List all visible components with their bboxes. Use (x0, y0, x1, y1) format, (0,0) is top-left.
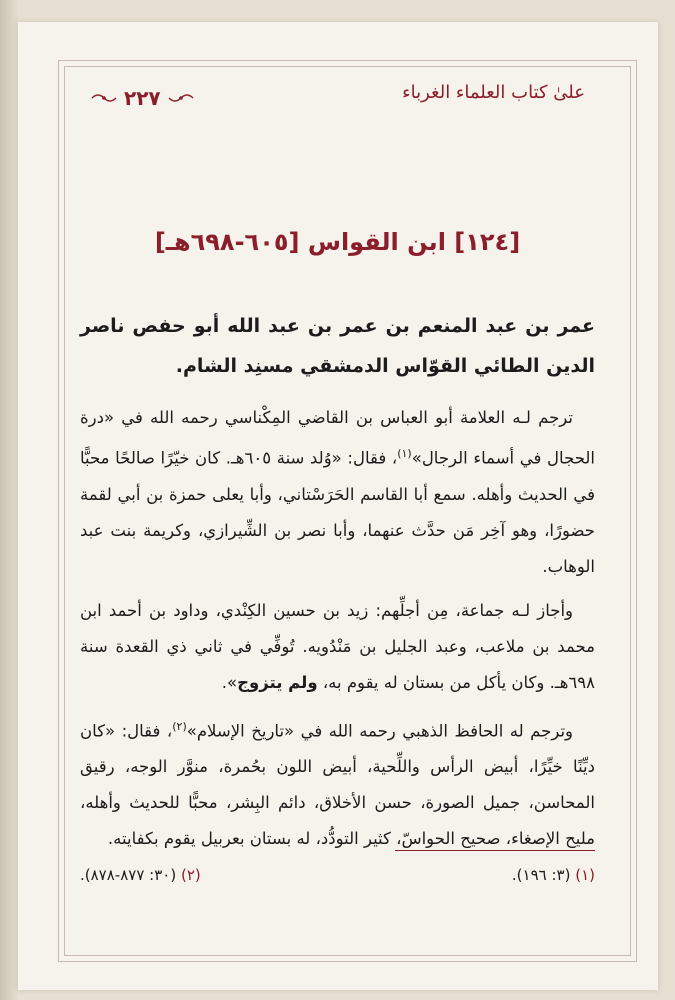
footnote-ref-1: (١) (397, 447, 412, 460)
paragraph-3-text-a: وترجم له الحافظ الذهبي رحمه الله في «تاريخ الإسلام» (186, 721, 573, 740)
footnote-2 (80, 866, 201, 884)
main-text (80, 306, 595, 865)
footnote-1-text: (٣: ١٩٦). (511, 866, 571, 884)
ornament-left-icon (90, 91, 118, 105)
entry-lead: عمر بن عبد المنعم بن عمر بن عبد الله أبو حفص ناصر الدين الطائي القوّاس الدمشقي مسنِد الشام. (80, 315, 595, 377)
paragraph-1-text-a: ترجم لـه العلامة أبو العباس بن القاضي المِكْناسي رحمه الله في «درة الحجال في أسماء الرجال» (80, 408, 595, 468)
paragraph-2-emphasis: ولم يتزوج (237, 672, 318, 692)
footnote-1-number: (١) (575, 866, 595, 884)
paragraph-3-text-b: ، فقال: «كان ديِّنًا خيِّرًا، أبيض الرأس واللِّحية، أبيض اللون بحُمرة، منوَّر الوجه، رقيق المحاسن، جميل الصورة، حسن الأخلاق، دائم البِشر، محبًّا للحديث وأهله، مليح الإصغاء، صحيح الحواسّ، كثير التودُّد، له بستان بعربيل يقوم بكفايته. (80, 721, 595, 848)
paragraph-2-text-a: وأجاز لـه جماعة، مِن أجلِّهم: زيد بن حسين الكِنْدي، وداود بن أحمد ابن محمد بن ملاعب، وعبد الجليل بن مَنْدُويه. تُوفِّي في ثاني ذي القعدة سنة ٦٩٨هـ. وكان يأكل من بستان له يقوم به، (80, 600, 595, 692)
footnote-2-number: (٢) (180, 866, 201, 884)
running-header (90, 78, 585, 118)
running-title: علىٰ كتاب العلماء الغرباء (402, 82, 585, 103)
footnotes (80, 866, 595, 884)
footnote-1 (512, 866, 595, 884)
paragraph-1 (80, 400, 595, 585)
book-spine-shadow (0, 0, 18, 1000)
paragraph-3 (80, 709, 595, 858)
page-number: ٢٢٧ (124, 86, 161, 110)
footnote-separator (395, 850, 595, 851)
entry-heading: [١٢٤] ابن القواس [٦٠٥-٦٩٨هـ] (154, 228, 521, 256)
page-number-group (90, 78, 195, 118)
paragraph-2 (80, 593, 595, 701)
ornament-right-icon (167, 91, 195, 105)
paragraph-1-text-b: ، فقال: «وُلد سنة ٦٠٥هـ. كان خيّرًا صالحًا محبًّا في الحديث وأهله. سمع أبا القاسم الحَرَسْتاني، وأبا يعلى حمزة بن أبي لقمة حضورًا، وهو آخِر مَن حدَّث عنهما، وأبا نصر بن الشِّيرازي، وكريمة بنت عبد الوهاب. (80, 448, 595, 576)
footnote-ref-2: (٢) (172, 719, 187, 733)
paragraph-2-text-c: ». (221, 672, 238, 692)
footnote-2-text: (٣٠: ٨٧٧-٨٧٨). (80, 866, 177, 884)
